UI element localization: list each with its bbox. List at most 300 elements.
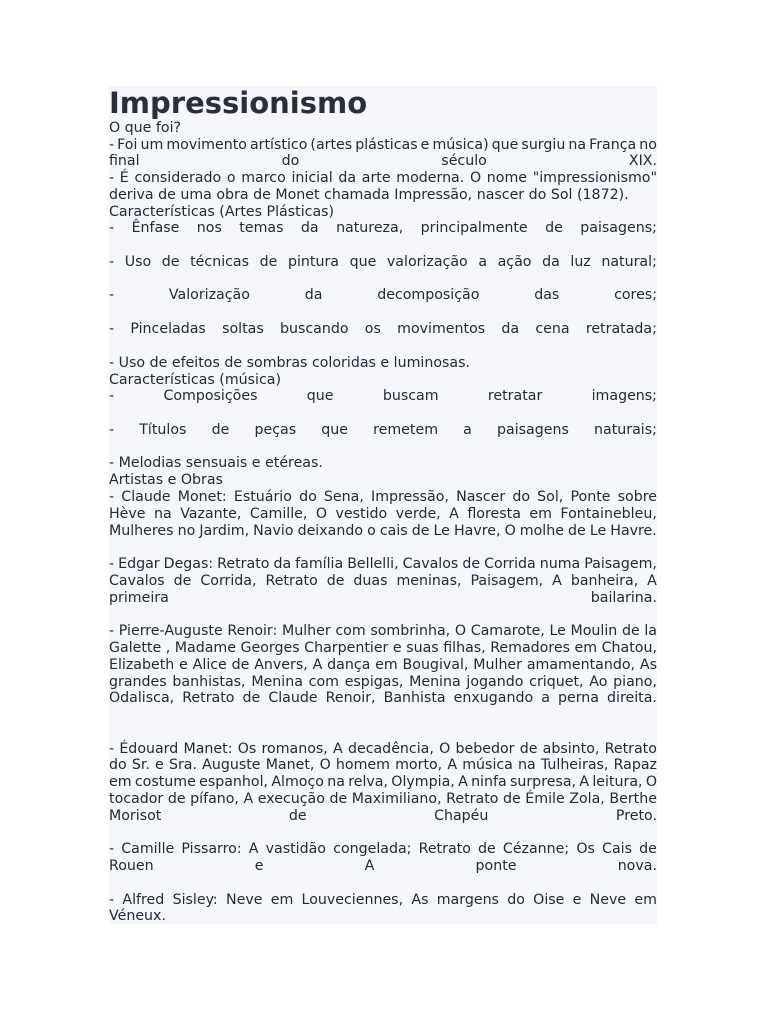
word: -: [109, 220, 115, 236]
word: Fontainebleu,: [560, 506, 657, 522]
word: de: [568, 523, 586, 539]
word: Remadores: [490, 640, 570, 656]
word: A: [552, 573, 562, 589]
word: O: [454, 623, 467, 639]
word: Sra.: [168, 757, 197, 773]
word: de: [231, 657, 250, 673]
word: O: [315, 506, 328, 522]
word: Banhista: [383, 690, 446, 706]
text-line: Véneux.: [109, 908, 166, 924]
word: decadência,: [347, 741, 434, 757]
word: do: [299, 489, 317, 505]
word: Jardim,: [199, 523, 250, 539]
word: A: [647, 573, 657, 589]
word: do: [281, 153, 300, 169]
text-line: [109, 741, 657, 758]
word: ponte: [475, 858, 517, 874]
word: O: [645, 774, 657, 790]
text-line: [109, 489, 657, 506]
word: da: [304, 287, 323, 303]
word: de: [173, 573, 192, 589]
word: Títulos: [139, 422, 187, 438]
word: surpresa,: [509, 774, 577, 790]
word: A: [579, 774, 590, 790]
word: no: [639, 137, 657, 153]
word: -: [109, 422, 115, 438]
word: A: [449, 506, 459, 522]
word: da: [300, 220, 319, 236]
word: Chatou,: [601, 640, 657, 656]
text-line: [109, 674, 657, 691]
word: Camille: [121, 841, 175, 857]
text-line: - Uso de efeitos de sombras coloridas e luminosas.: [109, 355, 471, 371]
text-line: [109, 808, 657, 825]
word: que: [491, 137, 519, 153]
word: Olympia,: [391, 774, 455, 790]
word: da: [273, 556, 292, 572]
word: sombrinha,: [370, 623, 451, 639]
word: e: [179, 657, 188, 673]
word: deixando: [297, 523, 364, 539]
text-line: Características (música): [109, 372, 281, 388]
word: do: [507, 892, 525, 908]
word: A: [447, 757, 458, 773]
word: Alice: [192, 657, 227, 673]
word: relva,: [348, 774, 389, 790]
word: século: [441, 153, 487, 169]
word: Retrato: [418, 841, 471, 857]
word: em: [529, 506, 552, 522]
word: Bellelli,: [347, 556, 399, 572]
word: Mulheres: [109, 523, 174, 539]
word: Camarote,: [470, 623, 545, 639]
text-line: [109, 220, 657, 237]
word: Renoir:: [227, 623, 278, 639]
word: em: [574, 640, 598, 656]
word: na: [154, 506, 172, 522]
word: na: [518, 757, 536, 773]
word: de: [519, 741, 538, 757]
word: Havre.: [610, 523, 657, 539]
text-line: [109, 137, 657, 154]
word: Georges: [240, 640, 300, 656]
word: nos: [196, 220, 222, 236]
word: cena: [535, 321, 570, 337]
word: em: [109, 774, 132, 790]
word: Pissarro:: [181, 841, 242, 857]
text-line: [109, 321, 657, 338]
word: Émile: [525, 791, 565, 807]
word: Odalisca,: [109, 690, 175, 706]
text-line: [109, 757, 657, 774]
word: inicial: [291, 170, 333, 186]
word: Madame: [174, 640, 236, 656]
word: Estuário: [233, 489, 292, 505]
word: Nascer: [456, 489, 506, 505]
word: moderna.: [396, 170, 465, 186]
word: Bougival,: [402, 657, 469, 673]
word: da: [542, 254, 560, 270]
word: A: [312, 657, 323, 673]
word: absinto,: [542, 741, 600, 757]
word: Manet:: [183, 741, 233, 757]
word: (artes: [310, 137, 353, 153]
page-title: Impressionismo: [109, 86, 368, 120]
word: movimentos: [397, 321, 486, 337]
word: Paisagem,: [584, 556, 657, 572]
word: vestido: [335, 506, 388, 522]
word: Ao: [589, 674, 608, 690]
word: execução: [257, 791, 325, 807]
text-line: [109, 657, 657, 674]
word: de: [639, 841, 657, 857]
word: Auguste: [202, 757, 261, 773]
word: paisagens;: [580, 220, 657, 236]
document-page: [109, 86, 657, 924]
word: Camille,: [249, 506, 308, 522]
word: retratada;: [585, 321, 657, 337]
word: criquet,: [529, 674, 584, 690]
word: com: [308, 674, 339, 690]
text-line: [109, 858, 657, 875]
word: a: [541, 690, 550, 706]
word: O: [504, 523, 516, 539]
word: nome: [486, 170, 528, 186]
text-line: [109, 573, 657, 590]
word: na: [327, 774, 345, 790]
word: Retrato: [217, 556, 270, 572]
word: naturais;: [594, 422, 657, 438]
word: no: [177, 523, 196, 539]
word: técnicas: [190, 254, 250, 270]
word: bailarina.: [590, 590, 657, 606]
word: Tulheiras,: [540, 757, 609, 773]
word: em: [634, 892, 657, 908]
word: Impressão,: [371, 489, 449, 505]
word: Moulin: [570, 623, 618, 639]
word: -: [109, 287, 115, 303]
word: Morisot: [109, 808, 162, 824]
word: filhas,: [443, 640, 486, 656]
word: margens: [436, 892, 499, 908]
word: Cavalos: [109, 573, 165, 589]
text-line: [109, 623, 657, 640]
word: e: [254, 858, 264, 874]
word: O: [319, 757, 331, 773]
word: ninfa: [471, 774, 507, 790]
word: Composições: [163, 388, 258, 404]
word: que: [321, 422, 348, 438]
word: banheira,: [570, 573, 639, 589]
word: Corrida,: [200, 573, 257, 589]
word: retratar: [487, 388, 543, 404]
word: plásticas: [355, 137, 418, 153]
word: marco: [241, 170, 286, 186]
word: Sisley:: [172, 892, 218, 908]
word: arte: [361, 170, 391, 186]
word: a: [478, 254, 488, 270]
word: na: [568, 137, 587, 153]
word: verde,: [395, 506, 441, 522]
word: o: [367, 523, 376, 539]
word: Pierre-Auguste: [118, 623, 223, 639]
word: As: [411, 892, 429, 908]
text-line: - Melodias sensuais e etéreas.: [109, 455, 323, 471]
word: suas: [406, 640, 439, 656]
word: Alfred: [122, 892, 165, 908]
text-line: [109, 170, 657, 187]
text-line: [109, 774, 657, 791]
word: -: [109, 388, 115, 404]
word: A: [458, 774, 468, 790]
word: enxugando: [453, 690, 534, 706]
word: Almoço: [271, 774, 324, 790]
word: os: [364, 321, 381, 337]
word: floresta: [467, 506, 521, 522]
word: um: [140, 137, 164, 153]
word: espigas,: [344, 674, 404, 690]
word: Paisagem,: [470, 573, 544, 589]
word: Menina: [251, 674, 303, 690]
word: Mulher: [281, 623, 331, 639]
word: Sol,: [537, 489, 564, 505]
word: imagens;: [591, 388, 657, 404]
text-line: [109, 590, 657, 607]
text-line: O que foi?: [109, 120, 182, 136]
word: Vazante,: [180, 506, 242, 522]
word: perna: [557, 690, 599, 706]
word: romanos,: [261, 741, 328, 757]
word: jogando: [466, 674, 524, 690]
word: Sr.: [131, 757, 150, 773]
word: espanhol,: [199, 774, 269, 790]
word: Claude: [121, 489, 171, 505]
word: -: [109, 321, 115, 337]
word: Le: [589, 523, 607, 539]
word: Louveciennes,: [301, 892, 404, 908]
word: Navio: [253, 523, 294, 539]
word: música: [462, 757, 513, 773]
word: e: [155, 757, 164, 773]
text-line: Características (Artes Plásticas): [109, 204, 335, 220]
word: molhe: [519, 523, 564, 539]
word: Degas:: [163, 556, 214, 572]
word: banhistas,: [172, 674, 246, 690]
word: bebedor: [455, 741, 515, 757]
word: O: [469, 170, 482, 186]
word: -: [109, 892, 115, 908]
word: do: [512, 489, 531, 505]
word: cores;: [614, 287, 657, 303]
word: valorização: [386, 254, 468, 270]
word: Retrato: [446, 791, 499, 807]
word: considerado: [134, 170, 222, 186]
word: -: [109, 170, 115, 186]
word: remetem: [373, 422, 439, 438]
word: leitura,: [592, 774, 643, 790]
text-line: [109, 388, 657, 405]
word: Édouard: [119, 741, 179, 757]
word: XIX.: [628, 153, 657, 169]
word: numa: [539, 556, 581, 572]
word: Renoir,: [325, 690, 376, 706]
word: Mulher: [473, 657, 522, 673]
word: Corrida: [484, 556, 536, 572]
word: tocador: [109, 791, 164, 807]
word: morto,: [395, 757, 443, 773]
word: Le: [549, 623, 566, 639]
word: temas: [239, 220, 284, 236]
word: Cézanne;: [502, 841, 570, 857]
word: Pinceladas: [130, 321, 206, 337]
word: Rapaz: [613, 757, 657, 773]
word: dança: [327, 657, 371, 673]
word: surgiu: [521, 137, 566, 153]
word: Retrato: [265, 573, 318, 589]
word: -: [109, 741, 115, 757]
text-line: [109, 506, 657, 523]
word: Ênfase: [131, 220, 180, 236]
text-line: [109, 523, 657, 540]
word: família: [295, 556, 344, 572]
word: Neve: [225, 892, 263, 908]
word: Uso: [124, 254, 152, 270]
word: primeira: [109, 590, 169, 606]
word: que: [306, 388, 334, 404]
word: Elizabeth: [109, 657, 175, 673]
word: Cais: [602, 841, 632, 857]
word: -: [109, 489, 115, 505]
word: movimento: [166, 137, 247, 153]
word: amamentando,: [526, 657, 636, 673]
word: natureza,: [336, 220, 404, 236]
word: "impressionismo": [532, 170, 657, 186]
word: de: [411, 523, 430, 539]
word: de: [478, 841, 496, 857]
text-line: [109, 422, 657, 439]
word: Preto.: [615, 808, 657, 824]
word: nova.: [617, 858, 657, 874]
word: que: [349, 254, 377, 270]
word: de: [329, 791, 348, 807]
text-line: [109, 791, 657, 808]
word: Galette: [109, 640, 162, 656]
word: Valorização: [168, 287, 250, 303]
word: Manet,: [265, 757, 315, 773]
word: de: [242, 690, 261, 706]
word: Retrato: [604, 741, 657, 757]
word: natural;: [601, 254, 657, 270]
word: A: [333, 741, 343, 757]
word: direita.: [607, 690, 657, 706]
word: das: [534, 287, 560, 303]
word: peças: [254, 422, 297, 438]
word: de: [326, 573, 345, 589]
word: Hève: [109, 506, 146, 522]
word: -: [109, 556, 115, 572]
text-line: [109, 556, 657, 573]
word: Cavalos: [402, 556, 459, 572]
word: Anvers,: [254, 657, 308, 673]
word: homem: [335, 757, 390, 773]
word: A: [248, 841, 259, 857]
word: em: [270, 892, 294, 908]
word: de: [462, 556, 481, 572]
word: de: [211, 422, 230, 438]
word: ,: [165, 640, 171, 656]
word: de: [288, 808, 307, 824]
word: paisagens: [497, 422, 569, 438]
word: Maximiliano,: [351, 791, 442, 807]
word: música): [432, 137, 489, 153]
word: final: [109, 153, 140, 169]
word: vastidão: [265, 841, 326, 857]
word: A: [243, 791, 254, 807]
word: ação: [497, 254, 532, 270]
word: Chapéu: [434, 808, 489, 824]
word: Charpentier: [304, 640, 389, 656]
word: Havre,: [453, 523, 501, 539]
word: Le: [433, 523, 450, 539]
word: Claude: [268, 690, 318, 706]
word: de: [545, 220, 563, 236]
word: e: [392, 640, 402, 656]
text-line: [109, 892, 657, 909]
word: Retrato: [182, 690, 235, 706]
word: duas: [353, 573, 388, 589]
word: A: [364, 858, 375, 874]
word: de: [259, 254, 278, 270]
word: As: [639, 657, 657, 673]
word: costume: [134, 774, 196, 790]
word: Foi: [117, 137, 138, 153]
word: principalmente: [420, 220, 528, 236]
word: da: [501, 321, 520, 337]
word: e: [420, 137, 430, 153]
word: -: [109, 254, 115, 270]
word: -: [109, 623, 115, 639]
word: o: [226, 170, 236, 186]
word: Monet:: [177, 489, 227, 505]
word: buscando: [279, 321, 349, 337]
word: do: [109, 757, 127, 773]
word: -: [109, 137, 115, 153]
word: congelada;: [333, 841, 412, 857]
text-line: [109, 287, 657, 304]
word: da: [338, 170, 357, 186]
word: decomposição: [377, 287, 480, 303]
word: com: [335, 623, 366, 639]
word: sobre: [617, 489, 657, 505]
word: Ponte: [570, 489, 611, 505]
word: meninas,: [396, 573, 462, 589]
word: luz: [570, 254, 591, 270]
word: artístico: [249, 137, 308, 153]
word: de: [167, 791, 186, 807]
word: buscam: [382, 388, 439, 404]
word: pintura: [287, 254, 339, 270]
word: Sena,: [323, 489, 364, 505]
word: a: [463, 422, 472, 438]
word: cais: [379, 523, 408, 539]
word: -: [109, 841, 115, 857]
text-line: Artistas e Obras: [109, 472, 223, 488]
word: de: [621, 623, 640, 639]
word: É: [119, 170, 129, 186]
text-line: [109, 153, 657, 170]
word: O: [439, 741, 451, 757]
word: Neve: [589, 892, 627, 908]
